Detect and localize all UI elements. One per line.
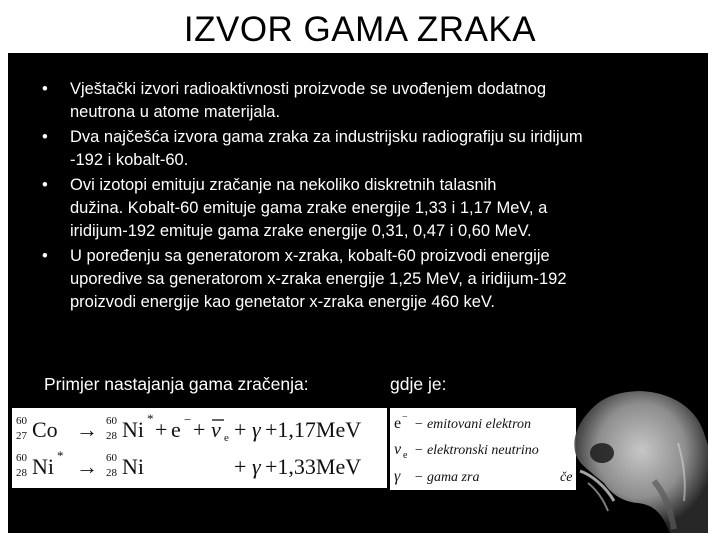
atomic-number: 28 xyxy=(106,467,117,479)
bullet-line: uporedive sa generatorom x-zraka energije 1,25 MeV, a iridijum-192 xyxy=(70,270,567,288)
legend-symbol: ν xyxy=(394,441,402,458)
legend-symbol: γ xyxy=(394,468,401,485)
content-panel xyxy=(8,53,708,533)
slide-title: IZVOR GAMA ZRAKA xyxy=(183,10,537,49)
element-symbol: Co xyxy=(32,417,58,442)
where-label: gdje je: xyxy=(390,374,447,394)
mass-number: 60 xyxy=(16,415,27,427)
bullet-dot: • xyxy=(42,128,48,146)
bullet-line: Vještački izvori radioaktivnosti proizvode se uvođenjem dodatnog xyxy=(70,80,547,98)
gamma-symbol: γ xyxy=(252,417,261,442)
atomic-number: 28 xyxy=(106,430,117,442)
plus-sign: + xyxy=(155,417,168,442)
bullet-line: Ovi izotopi emituju zračanje na nekoliko diskretnih talasnih xyxy=(70,176,497,194)
equations-svg xyxy=(12,408,387,488)
mass-number: 60 xyxy=(106,415,117,427)
legend-box xyxy=(390,408,576,490)
bullet-line: neutrona u atome materijala. xyxy=(70,103,281,121)
legend-sup: − xyxy=(402,412,408,423)
bullet-list xyxy=(28,78,688,316)
gamma-symbol: γ xyxy=(252,454,261,479)
legend-text: − gama zra xyxy=(414,470,480,485)
element-symbol: Ni xyxy=(32,454,54,479)
bullet-line: U poređenju sa generatorom x-zraka, kobalt-60 proizvodi energije xyxy=(70,247,550,265)
element-symbol: Ni xyxy=(122,454,144,479)
bullet-line: -192 i kobalt-60. xyxy=(70,151,189,169)
arrow-symbol: → xyxy=(76,417,98,442)
legend-cut-letters: če xyxy=(560,470,573,485)
bullet-line: iridijum-192 emituje gama zrake energije 0,31, 0,47 i 0,60 MeV. xyxy=(70,222,532,240)
example-label: Primjer nastajanja gama zračenja: xyxy=(44,374,309,394)
bullet-item xyxy=(28,126,688,172)
atomic-number: 28 xyxy=(16,467,27,479)
equations-box xyxy=(12,408,387,488)
excited-star: * xyxy=(147,411,154,426)
bullet-dot: • xyxy=(42,247,48,265)
energy-value: +1,17MeV xyxy=(265,417,362,442)
energy-value: +1,33MeV xyxy=(265,454,362,479)
arrow-symbol: → xyxy=(76,454,98,479)
bullet-item xyxy=(28,174,688,243)
mass-number: 60 xyxy=(106,452,117,464)
bullet-dot: • xyxy=(42,176,48,194)
plus-sign: + xyxy=(234,454,247,479)
electron-symbol: e xyxy=(171,417,181,442)
legend-text: − elektronski neutrino xyxy=(414,443,539,458)
bullet-item xyxy=(28,78,688,124)
legend-text: − emitovani elektron xyxy=(414,417,532,432)
legend-symbol: e xyxy=(394,415,402,432)
neutrino-symbol: ν xyxy=(211,417,221,442)
neutrino-subscript: e xyxy=(224,432,229,444)
equation-cobalt-decay xyxy=(16,411,361,444)
plus-sign: + xyxy=(234,417,247,442)
legend-row-gamma xyxy=(394,468,572,485)
legend-row-neutrino xyxy=(394,441,539,461)
bullet-line: Dva najčešća izvora gama zraka za industrijsku radiografiju su iridijum xyxy=(70,128,583,146)
bullet-line: dužina. Kobalt-60 emituje gama zrake energije 1,33 i 1,17 MeV, a xyxy=(70,199,548,217)
bullet-item xyxy=(28,245,688,314)
legend-row-electron xyxy=(394,412,531,432)
plus-sign: + xyxy=(193,417,206,442)
bullet-line: proizvodi energije kao genetator x-zraka energije 460 keV. xyxy=(70,293,495,311)
skull-xray-image xyxy=(558,383,708,533)
legend-sub: e xyxy=(403,450,408,461)
atomic-number: 27 xyxy=(16,430,27,442)
mass-number: 60 xyxy=(16,452,27,464)
minus-sup: − xyxy=(184,412,192,427)
excited-star: * xyxy=(57,448,64,463)
element-symbol: Ni xyxy=(122,417,144,442)
equation-nickel-deexcitation xyxy=(16,448,361,479)
bullet-dot: • xyxy=(42,80,48,98)
legend-svg xyxy=(390,408,576,490)
